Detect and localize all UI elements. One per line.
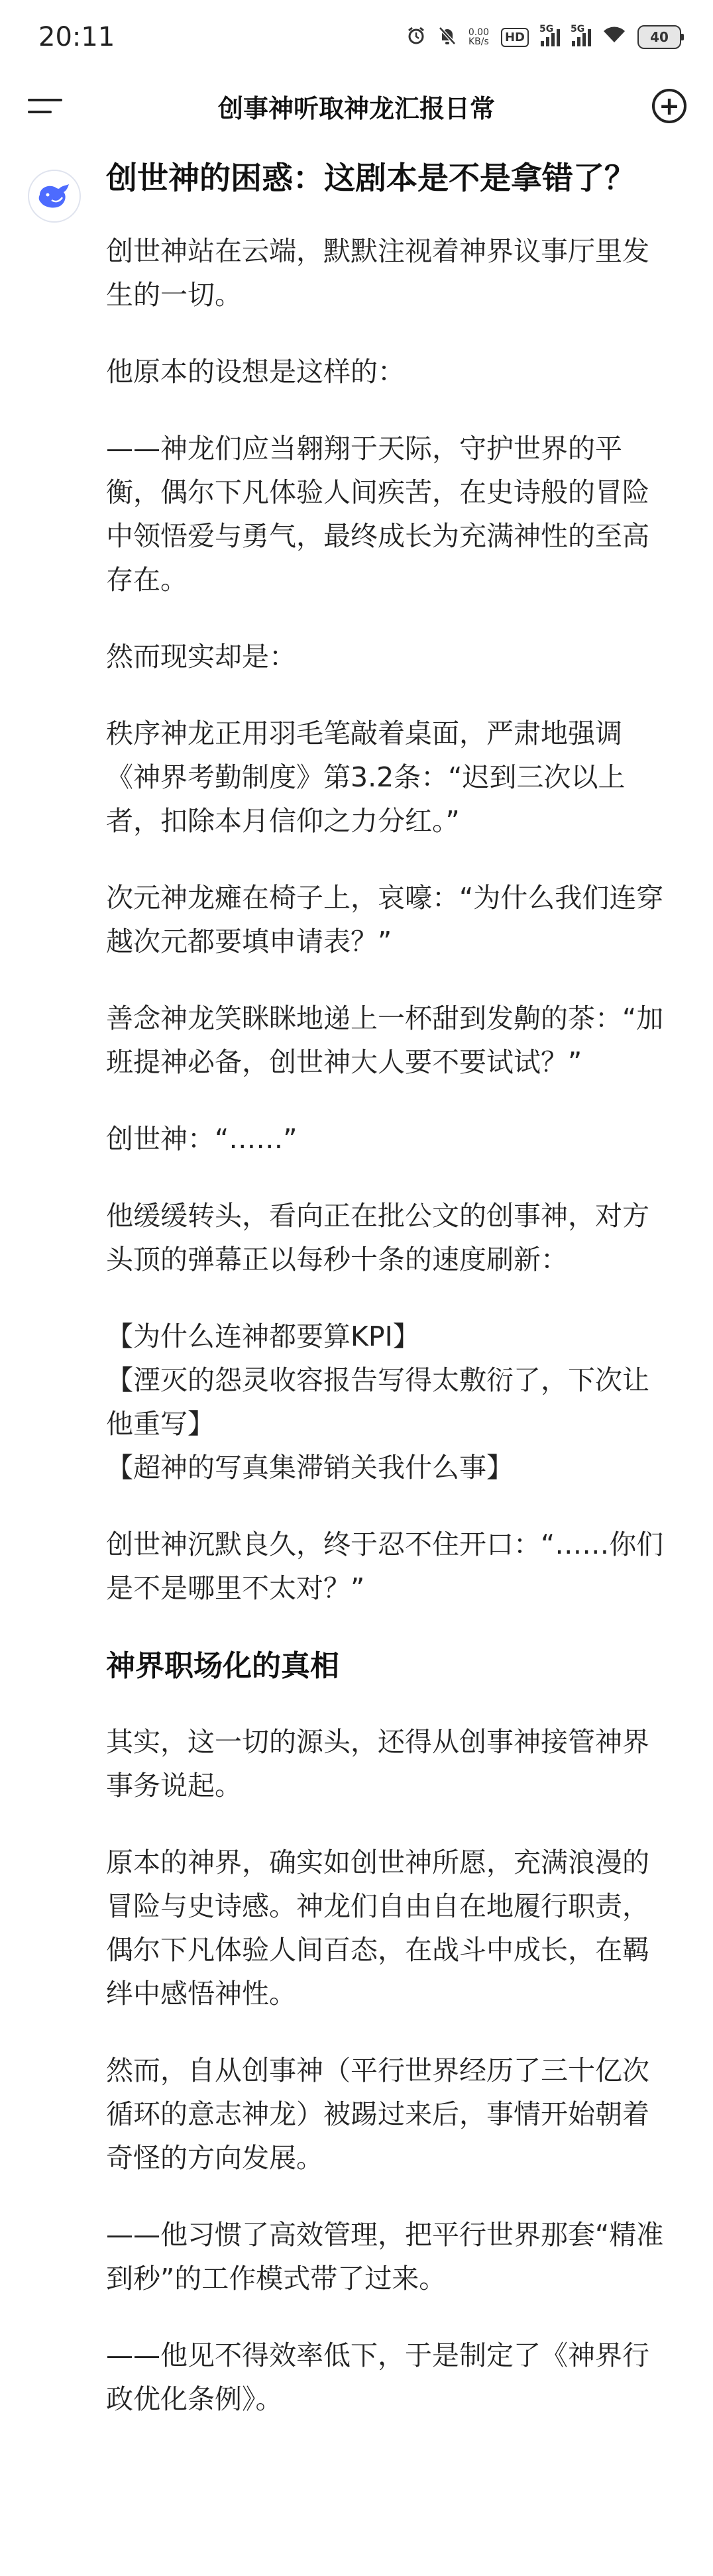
message-title: 创世神的困惑：这剧本是不是拿错了？ bbox=[106, 160, 635, 197]
whale-logo-icon bbox=[37, 183, 72, 209]
section-heading: 神界职场化的真相 bbox=[106, 1649, 339, 1683]
status-bar bbox=[0, 0, 713, 74]
status-time: 20:11 bbox=[38, 22, 115, 52]
status-icons bbox=[406, 25, 681, 49]
signal-2-icon bbox=[571, 24, 591, 46]
paragraph: ——神龙们应当翱翔于天际，守护世界的平衡，偶尔下凡体验人间疾苦，在史诗般的冒险中领悟爱与勇气，最终成长为充满神性的至高存在。 bbox=[106, 433, 649, 596]
signal-1-label: 5G bbox=[539, 24, 554, 34]
alarm-icon bbox=[406, 26, 426, 49]
chat-title: 创事神听取神龙汇报日常 bbox=[217, 93, 495, 123]
net-speed-value: 0.00 bbox=[468, 27, 489, 38]
paragraph: ——他见不得效率低下，于是制定了《神界行政优化条例》。 bbox=[106, 2339, 649, 2415]
message-content bbox=[106, 155, 676, 2421]
menu-icon[interactable] bbox=[28, 95, 62, 117]
paragraph: 他缓缓转头，看向正在批公文的创事神，对方头顶的弹幕正以每秒十条的速度刷新： bbox=[106, 1200, 649, 1275]
danmaku-line: 【超神的写真集滞销关我什么事】 bbox=[106, 1452, 514, 1483]
paragraph: 次元神龙瘫在椅子上，哀嚎：“为什么我们连穿越次元都要填申请表？” bbox=[106, 882, 664, 957]
hd-badge: HD bbox=[501, 28, 529, 47]
danmaku-line: 【湮灭的怨灵收容报告写得太敷衍了，下次让他重写】 bbox=[106, 1364, 649, 1440]
net-speed bbox=[468, 28, 489, 46]
battery-icon bbox=[637, 25, 681, 49]
assistant-avatar bbox=[28, 170, 81, 223]
signal-1-icon bbox=[539, 24, 560, 46]
danmaku-line: 【为什么连神都要算KPI】 bbox=[106, 1320, 420, 1352]
app-header bbox=[0, 74, 713, 138]
mute-bell-icon bbox=[438, 26, 457, 49]
paragraph: 创世神沉默良久，终于忍不住开口：“……你们是不是哪里不太对？” bbox=[106, 1529, 664, 1604]
paragraph: 创世神：“……” bbox=[106, 1123, 298, 1155]
paragraph: ——他习惯了高效管理，把平行世界那套“精准到秒”的工作模式带了过来。 bbox=[106, 2219, 664, 2294]
paragraph: 其实，这一切的源头，还得从创事神接管神界事务说起。 bbox=[106, 1726, 649, 1801]
paragraph: 创世神站在云端，默默注视着神界议事厅里发生的一切。 bbox=[106, 235, 649, 311]
new-chat-icon[interactable]: + bbox=[652, 89, 686, 123]
wifi-icon bbox=[603, 25, 626, 49]
paragraph: 原本的神界，确实如创世神所愿，充满浪漫的冒险与史诗感。神龙们自由自在地履行职责，偶尔下凡体验人间百态，在战斗中成长，在羁绊中感悟神性。 bbox=[106, 1847, 649, 2010]
signal-2-label: 5G bbox=[571, 24, 585, 34]
paragraph: 然而现实却是： bbox=[106, 641, 296, 672]
battery-level: 40 bbox=[650, 29, 669, 45]
paragraph: 他原本的设想是这样的： bbox=[106, 356, 405, 388]
paragraph: 然而，自从创事神（平行世界经历了三十亿次循环的意志神龙）被踢过来后，事情开始朝着奇怪的方向发展。 bbox=[106, 2055, 649, 2174]
paragraph: 善念神龙笑眯眯地递上一杯甜到发齁的茶：“加班提神必备，创世神大人要不要试试？” bbox=[106, 1002, 664, 1078]
net-speed-unit: KB/s bbox=[468, 36, 489, 47]
assistant-message bbox=[0, 155, 713, 2421]
paragraph: 秩序神龙正用羽毛笔敲着桌面，严肃地强调《神界考勤制度》第3.2条：“迟到三次以上者，扣除本月信仰之力分红。” bbox=[106, 718, 626, 837]
